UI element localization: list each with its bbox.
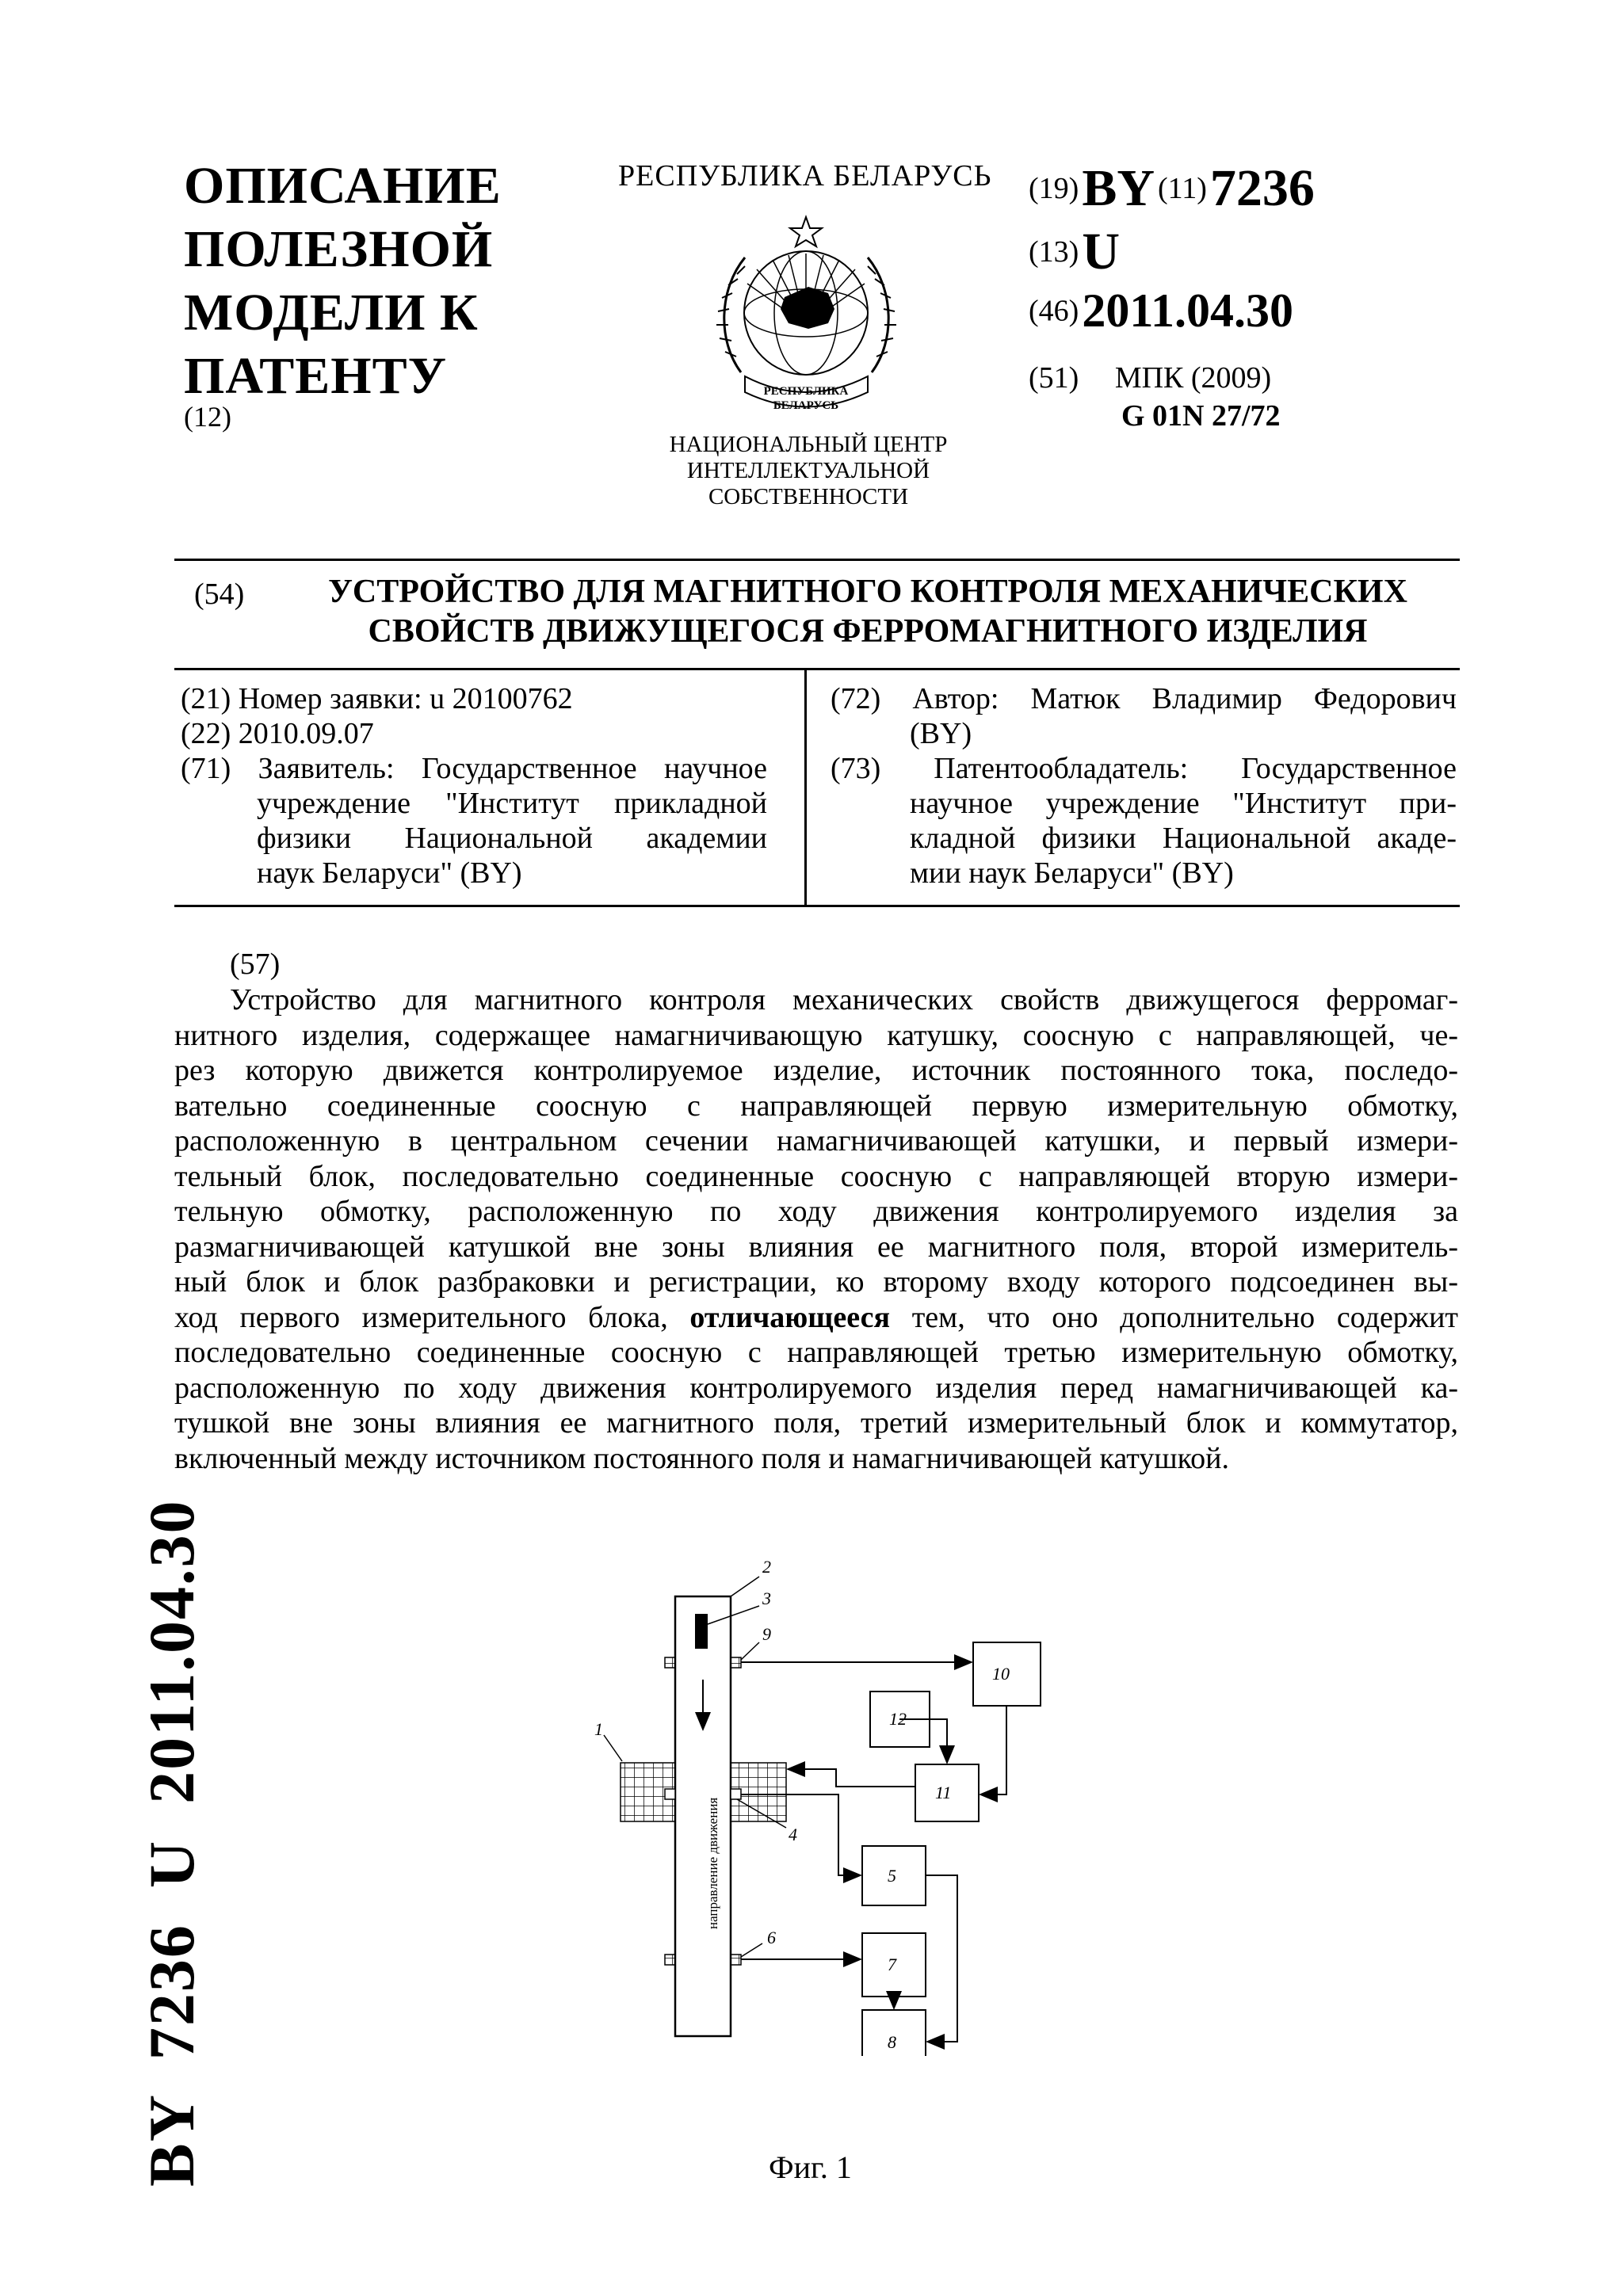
figure-caption: Фиг. 1 <box>769 2149 852 2185</box>
label-6: 6 <box>767 1928 776 1947</box>
claim-keyword: отличающееся <box>689 1300 891 1334</box>
label-1: 1 <box>594 1719 603 1739</box>
document-type-title <box>184 154 502 408</box>
guide-tube <box>675 1596 731 2036</box>
patentee-line: научное учреждение "Институт при- <box>910 787 1457 820</box>
patent-number: 7236 <box>1209 159 1315 217</box>
abstract-line: тельную обмотку, расположенную по ходу движения контролируемого изделия за <box>174 1195 1458 1228</box>
divider <box>174 559 1460 561</box>
author-line: (72) Автор: Матюк Владимир Федорович <box>831 682 1457 715</box>
label-4: 4 <box>789 1825 797 1844</box>
title-line: ПОЛЕЗНОЙ <box>184 220 494 278</box>
document-kind: U <box>1082 223 1120 280</box>
biblio-left <box>181 681 767 891</box>
utility-model-title <box>281 572 1454 651</box>
abstract-line: нитного изделия, содержащее намагничивающую катушку, соосную с направляющей, че- <box>174 1018 1458 1052</box>
label-12: 12 <box>889 1709 907 1729</box>
title-line: ПАТЕНТУ <box>184 347 448 405</box>
abstract-line: ный блок и блок разбраковки и регистрации, ко второму входу которого подсоединен вы- <box>174 1265 1458 1299</box>
label-11: 11 <box>935 1783 952 1802</box>
publication-date: 2011.04.30 <box>1082 284 1294 337</box>
ipc-class: G 01N 27/72 <box>1121 399 1281 433</box>
office-line: ИНТЕЛЛЕКТУАЛЬНОЙ <box>686 458 930 483</box>
column-divider <box>804 669 807 906</box>
abstract-line: вательно соединенные соосную с направляющей первую измерительную обмотку, <box>174 1089 1458 1123</box>
code-12: (12) <box>184 401 231 433</box>
title-line: СВОЙСТВ ДВИЖУЩЕГОСЯ ФЕРРОМАГНИТНОГО ИЗДЕЛИЯ <box>368 613 1368 650</box>
label-8: 8 <box>888 2032 896 2052</box>
divider <box>174 905 1460 907</box>
abstract-line: последовательно соединенные соосную с направляющей третью измерительную обмотку, <box>174 1336 1458 1369</box>
abstract-line: Устройство для магнитного контроля механических свойств движущегося ферромаг- <box>230 983 1458 1016</box>
product-sample <box>695 1614 708 1649</box>
filing-date: (22) 2010.09.07 <box>181 717 374 750</box>
label-2: 2 <box>762 1557 771 1577</box>
application-number: (21) Номер заявки: u 20100762 <box>181 682 573 715</box>
applicant-line: учреждение "Институт прикладной <box>257 787 767 820</box>
patentee-line: (73) Патентообладатель: Государственное <box>831 752 1457 785</box>
abstract-line: тельный блок, последовательно соединенные соосную с направляющей вторую измери- <box>174 1159 1458 1193</box>
title-line: МОДЕЛИ К <box>184 284 479 341</box>
code-11: (11) <box>1158 172 1207 205</box>
applicant-line: (71) Заявитель: Государственное научное <box>181 752 767 785</box>
title-line: УСТРОЙСТВО ДЛЯ МАГНИТНОГО КОНТРОЛЯ МЕХАНИЧЕСКИХ <box>328 574 1407 610</box>
svg-text:БЕЛАРУСЬ: БЕЛАРУСЬ <box>773 399 839 412</box>
biblio-right <box>831 681 1457 891</box>
label-5: 5 <box>888 1866 896 1886</box>
code-51: (51) <box>1029 361 1079 395</box>
country-code: BY <box>1082 159 1155 217</box>
patentee-line: мии наук Беларуси" (BY) <box>910 856 1234 890</box>
label-9: 9 <box>762 1624 771 1644</box>
divider <box>174 668 1460 670</box>
applicant-line: физики Национальной академии <box>257 822 767 855</box>
code-19: (19) <box>1029 172 1079 205</box>
label-7: 7 <box>888 1955 896 1974</box>
abstract-segment: ход первого измерительного блока, <box>174 1300 668 1334</box>
code-57: (57) <box>230 948 281 981</box>
applicant-line: наук Беларуси" (BY) <box>257 856 522 890</box>
direction-label: направление движения <box>705 1797 720 1929</box>
svg-text:РЕСПУБЛИКА: РЕСПУБЛИКА <box>763 385 849 398</box>
abstract-text <box>174 982 1458 1476</box>
abstract-line: расположенную по ходу движения контролируемого изделия перед намагничивающей ка- <box>174 1371 1458 1405</box>
abstract-line: размагничивающей катушкой вне зоны влияния ее магнитного поля, второй измеритель- <box>174 1230 1458 1264</box>
ipc-label: МПК (2009) <box>1114 361 1272 395</box>
sidebar-document-id: BY 7236 U 2011.04.30 <box>136 1499 208 2187</box>
state-emblem <box>709 214 903 424</box>
abstract-line: включенный между источником постоянного поля и намагничивающей катушкой. <box>174 1441 1229 1475</box>
code-13: (13) <box>1029 235 1079 269</box>
author-line: (BY) <box>910 717 972 750</box>
label-10: 10 <box>992 1664 1010 1684</box>
abstract-segment: тем, что оно дополнительно содержит <box>911 1300 1459 1334</box>
patentee-line: кладной физики Национальной акаде- <box>910 822 1457 855</box>
office-name <box>634 432 983 510</box>
label-3: 3 <box>762 1589 771 1608</box>
abstract-line: рез которую движется контролируемое изделие, источник постоянного тока, последо- <box>174 1054 1458 1087</box>
abstract-line: расположенную в центральном сечении намагничивающей катушки, и первый измери- <box>174 1124 1458 1158</box>
abstract-line: тушкой вне зоны влияния ее магнитного поля, третий измерительный блок и коммутатор, <box>174 1406 1458 1440</box>
code-54: (54) <box>194 578 245 611</box>
title-line: ОПИСАНИЕ <box>184 157 502 215</box>
code-46: (46) <box>1029 294 1079 328</box>
office-line: СОБСТВЕННОСТИ <box>708 484 909 509</box>
office-line: НАЦИОНАЛЬНЫЙ ЦЕНТР <box>669 432 948 457</box>
country-name: РЕСПУБЛИКА БЕЛАРУСЬ <box>618 159 992 193</box>
figure-1-diagram <box>586 1549 1078 2056</box>
abstract-line <box>174 1300 1458 1336</box>
